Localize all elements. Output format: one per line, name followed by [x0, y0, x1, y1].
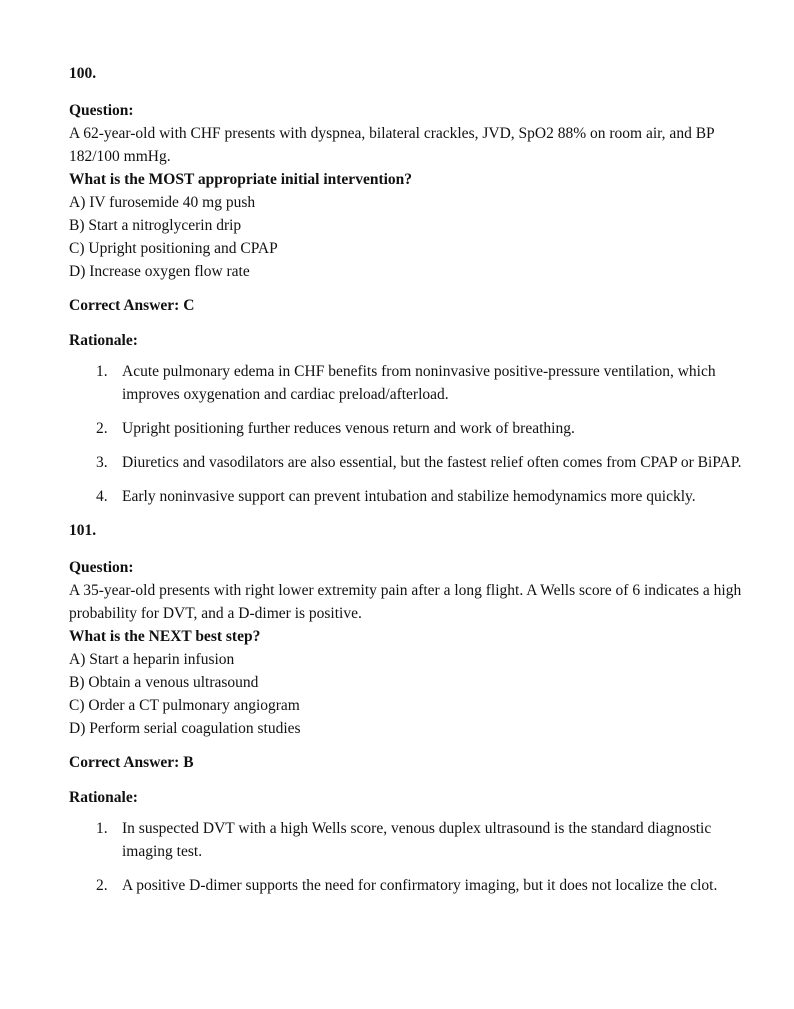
option-b: B) Start a nitroglycerin drip — [69, 217, 242, 234]
question-label: Question: — [69, 559, 134, 576]
question-block-100 — [69, 62, 759, 508]
rationale-item — [69, 451, 759, 474]
rationale-item — [69, 417, 759, 440]
rationale-text: Upright positioning further reduces venous return and work of breathing. — [122, 420, 575, 437]
question-number: 100. — [69, 65, 97, 82]
question-ask: What is the MOST appropriate initial intervention? — [69, 171, 413, 188]
option-c: C) Upright positioning and CPAP — [69, 240, 278, 257]
rationale-text: Diuretics and vasodilators are also essential, but the fastest relief often comes from CPAP or BiPAP. — [122, 454, 742, 471]
question-stem: A 62-year-old with CHF presents with dyspnea, bilateral crackles, JVD, SpO2 88% on room air, and BP 182/100 mmHg. — [69, 125, 715, 165]
question-block-101 — [69, 519, 759, 897]
question-label: Question: — [69, 102, 134, 119]
rationale-number: 3. — [96, 454, 108, 471]
rationale-label: Rationale: — [69, 332, 138, 349]
option-c: C) Order a CT pulmonary angiogram — [69, 697, 300, 714]
option-b: B) Obtain a venous ultrasound — [69, 674, 259, 691]
option-d: D) Perform serial coagulation studies — [69, 720, 301, 737]
question-stem: A 35-year-old presents with right lower extremity pain after a long flight. A Wells score of 6 indicates a high probability for DVT, and a D-dimer is positive. — [69, 582, 742, 622]
option-a: A) Start a heparin infusion — [69, 651, 235, 668]
question-ask: What is the NEXT best step? — [69, 628, 261, 645]
rationale-item — [69, 485, 759, 508]
rationale-label: Rationale: — [69, 789, 138, 806]
option-a: A) IV furosemide 40 mg push — [69, 194, 256, 211]
rationale-list — [69, 817, 759, 897]
rationale-list — [69, 360, 759, 508]
correct-answer: Correct Answer: B — [69, 754, 194, 771]
document-page — [69, 62, 759, 908]
rationale-text: Acute pulmonary edema in CHF benefits from noninvasive positive-pressure ventilation, which improves oxygenation and cardiac preload/afterload. — [122, 363, 716, 403]
rationale-text: In suspected DVT with a high Wells score, venous duplex ultrasound is the standard diagnostic imaging test. — [122, 820, 712, 860]
rationale-item — [69, 360, 759, 406]
option-d: D) Increase oxygen flow rate — [69, 263, 250, 280]
correct-answer: Correct Answer: C — [69, 297, 195, 314]
rationale-text: A positive D-dimer supports the need for confirmatory imaging, but it does not localize the clot. — [122, 877, 718, 894]
rationale-number: 2. — [96, 420, 108, 437]
rationale-item — [69, 817, 759, 863]
rationale-number: 1. — [96, 363, 108, 380]
rationale-item — [69, 874, 759, 897]
rationale-number: 2. — [96, 877, 108, 894]
rationale-number: 4. — [96, 488, 108, 505]
rationale-number: 1. — [96, 820, 108, 837]
question-number: 101. — [69, 522, 97, 539]
rationale-text: Early noninvasive support can prevent intubation and stabilize hemodynamics more quickly. — [122, 488, 696, 505]
